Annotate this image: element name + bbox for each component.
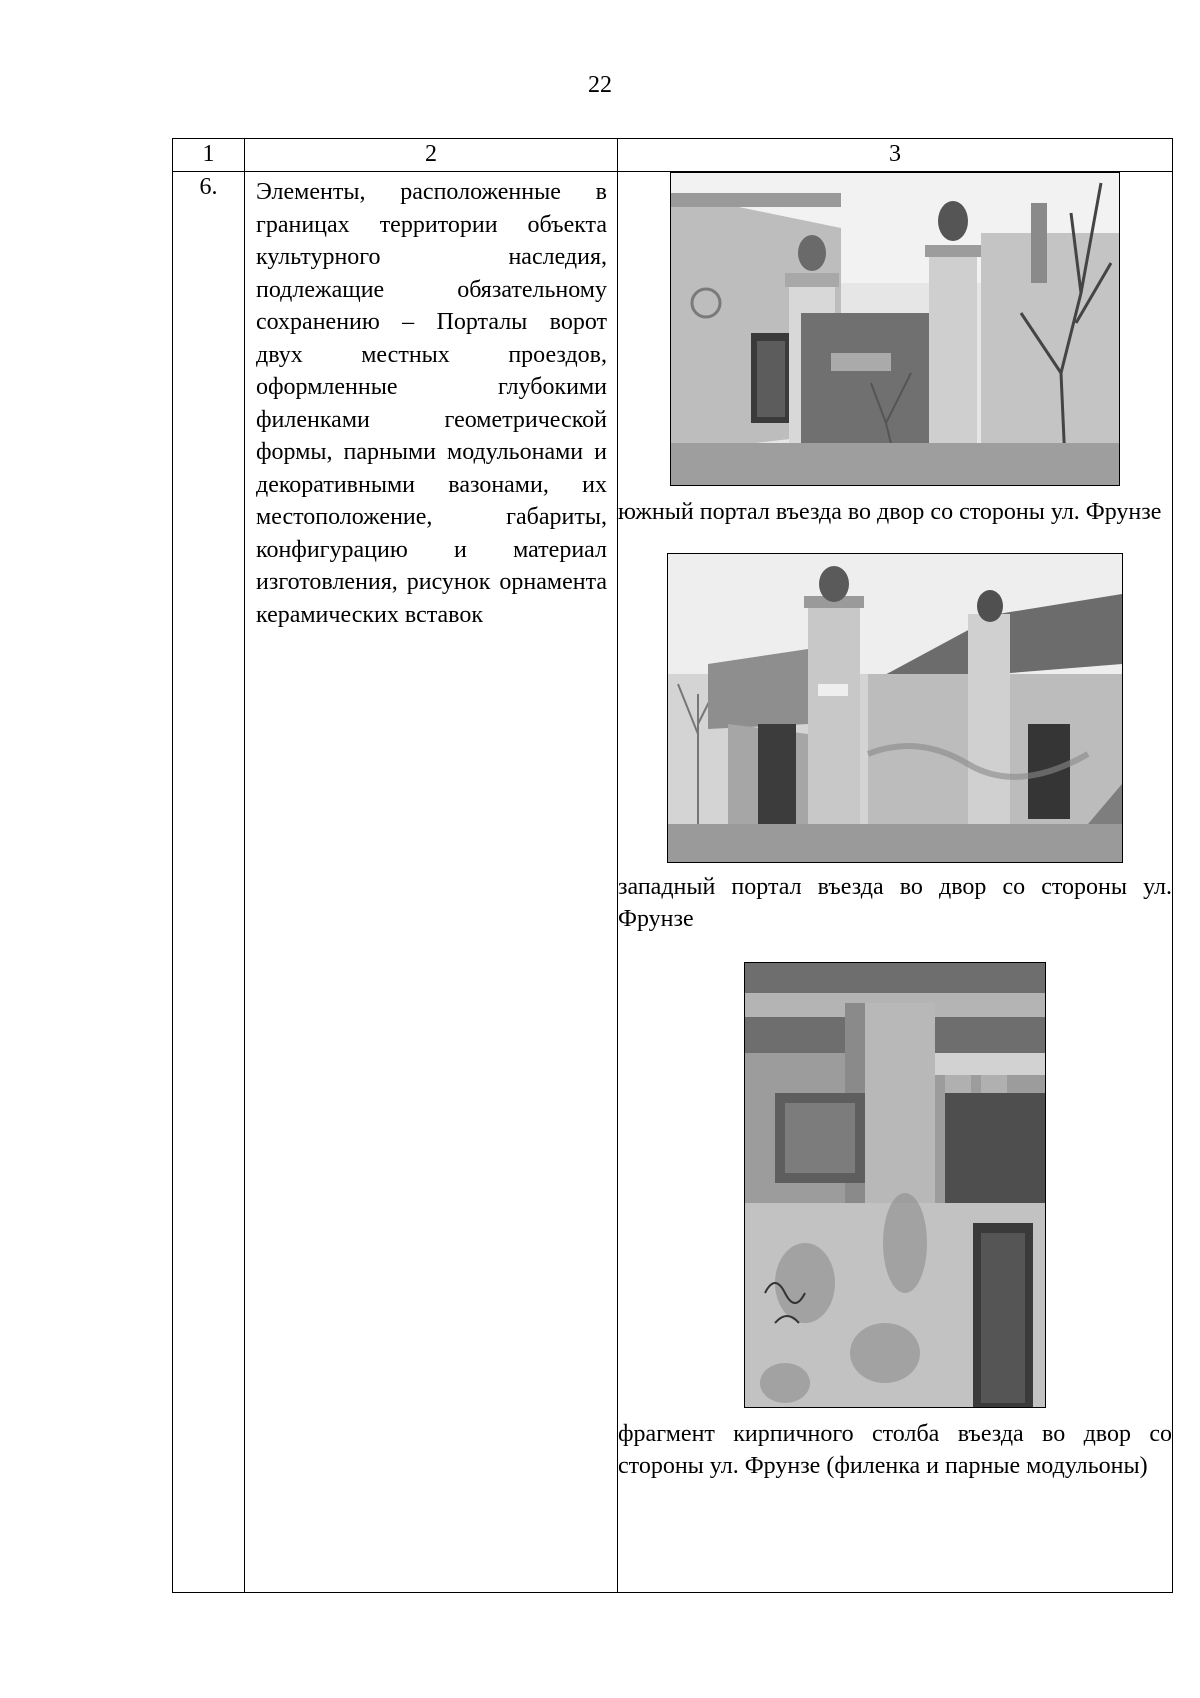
south-portal-photo (670, 172, 1120, 486)
row-description: Элементы, расположенные в границах территории объекта культурного наследия, подлежащие обязательному сохранению – Порталы ворот двух местных проездов, оформленные глубокими филенками геометрической формы, парными модульонами и декоративными вазонами, их местоположение, габариты, конфигурацию и материал изготовления, рисунок орнамента керамических вставок (256, 179, 607, 628)
column-header-2: 2 (245, 139, 618, 172)
photo-caption: фрагмент кирпичного столба въезда во двор со стороны ул. Фрунзе (филенка и парные модульоны) (618, 1420, 1172, 1479)
photo-caption: западный портал въезда во двор со стороны ул. Фрунзе (618, 873, 1172, 932)
column-header-1: 1 (173, 139, 245, 172)
column-header-3: 3 (618, 139, 1173, 172)
page-number: 22 (588, 72, 612, 98)
row-photos-cell (618, 172, 1173, 1593)
west-portal-photo (667, 553, 1123, 863)
photo-caption: южный портал въезда во двор со стороны ул. Фрунзе (618, 499, 1162, 525)
brick-pillar-fragment-photo (744, 962, 1046, 1408)
row-description-cell (245, 172, 618, 1593)
table-row (173, 172, 1173, 1593)
table-header-row (173, 139, 1173, 172)
row-number: 6. (173, 172, 245, 1593)
heritage-elements-table (172, 138, 1173, 1593)
